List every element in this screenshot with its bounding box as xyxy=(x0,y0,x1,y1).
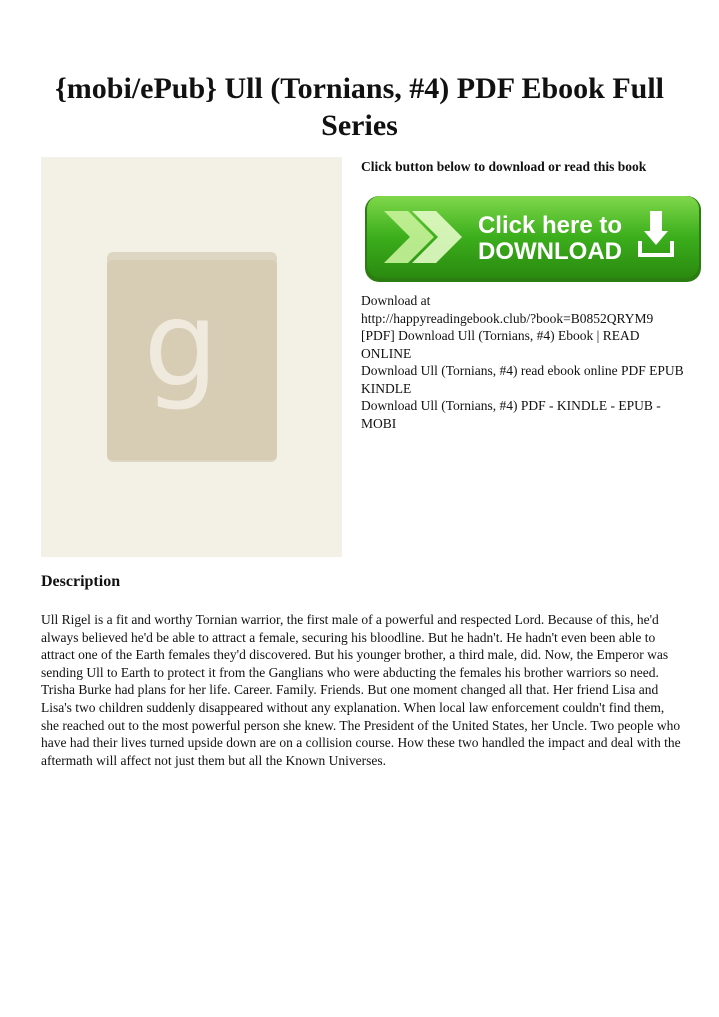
download-links xyxy=(361,292,691,432)
cta-text: Click button below to download or read this book xyxy=(361,159,647,174)
download-panel xyxy=(361,157,691,431)
download-button-line1: Click here to xyxy=(477,212,623,239)
download-url-link[interactable]: http://happyreadingebook.club/?book=B0852QRYM9 xyxy=(361,310,654,326)
download-at-label: Download at xyxy=(361,293,431,308)
formats-link[interactable]: Download Ull (Tornians, #4) PDF - KINDLE - EPUB - MOBI xyxy=(361,398,661,431)
book-cover-placeholder xyxy=(41,157,342,557)
book-placeholder-icon xyxy=(41,157,342,557)
download-button-line2: DOWNLOAD xyxy=(478,238,622,265)
description-text: Ull Rigel is a fit and worthy Tornian warrior, the first male of a powerful and respected Lord. Because of this, he'd always believed he'd be able to attract a female, securing his bloodline. But he hadn't. He hadn't even been able to attract one of the Earth females they'd discovered. But his younger brother, a third male, did. Now, the Emperor was sending Ull to Earth to protect it from the Ganglians who were abducting the females his brother warriors so need. Trisha Burke had plans for her life. Career. Family. Friends. But one moment changed all that. Her friend Lisa and Lisa's two children suddenly disappeared without any explanation. When local law enforcement couldn't find them, she reached out to the most powerful person she knew. The President of the United States, her Uncle. Two people who have had their lives turned upside down are on a collision course. How these two handled the impact and deal with the aftermath will affect not just them but all the Known Universes. xyxy=(41,612,681,768)
read-online-link[interactable]: [PDF] Download Ull (Tornians, #4) Ebook | READ ONLINE xyxy=(361,328,640,361)
page-title: {mobi/ePub} Ull (Tornians, #4) PDF Ebook Full Series xyxy=(54,72,665,142)
read-ebook-online-link[interactable]: Download Ull (Tornians, #4) read ebook online PDF EPUB KINDLE xyxy=(361,363,684,396)
cover-glyph: g xyxy=(143,275,219,413)
download-button[interactable] xyxy=(364,193,704,285)
description-heading: Description xyxy=(41,573,121,590)
